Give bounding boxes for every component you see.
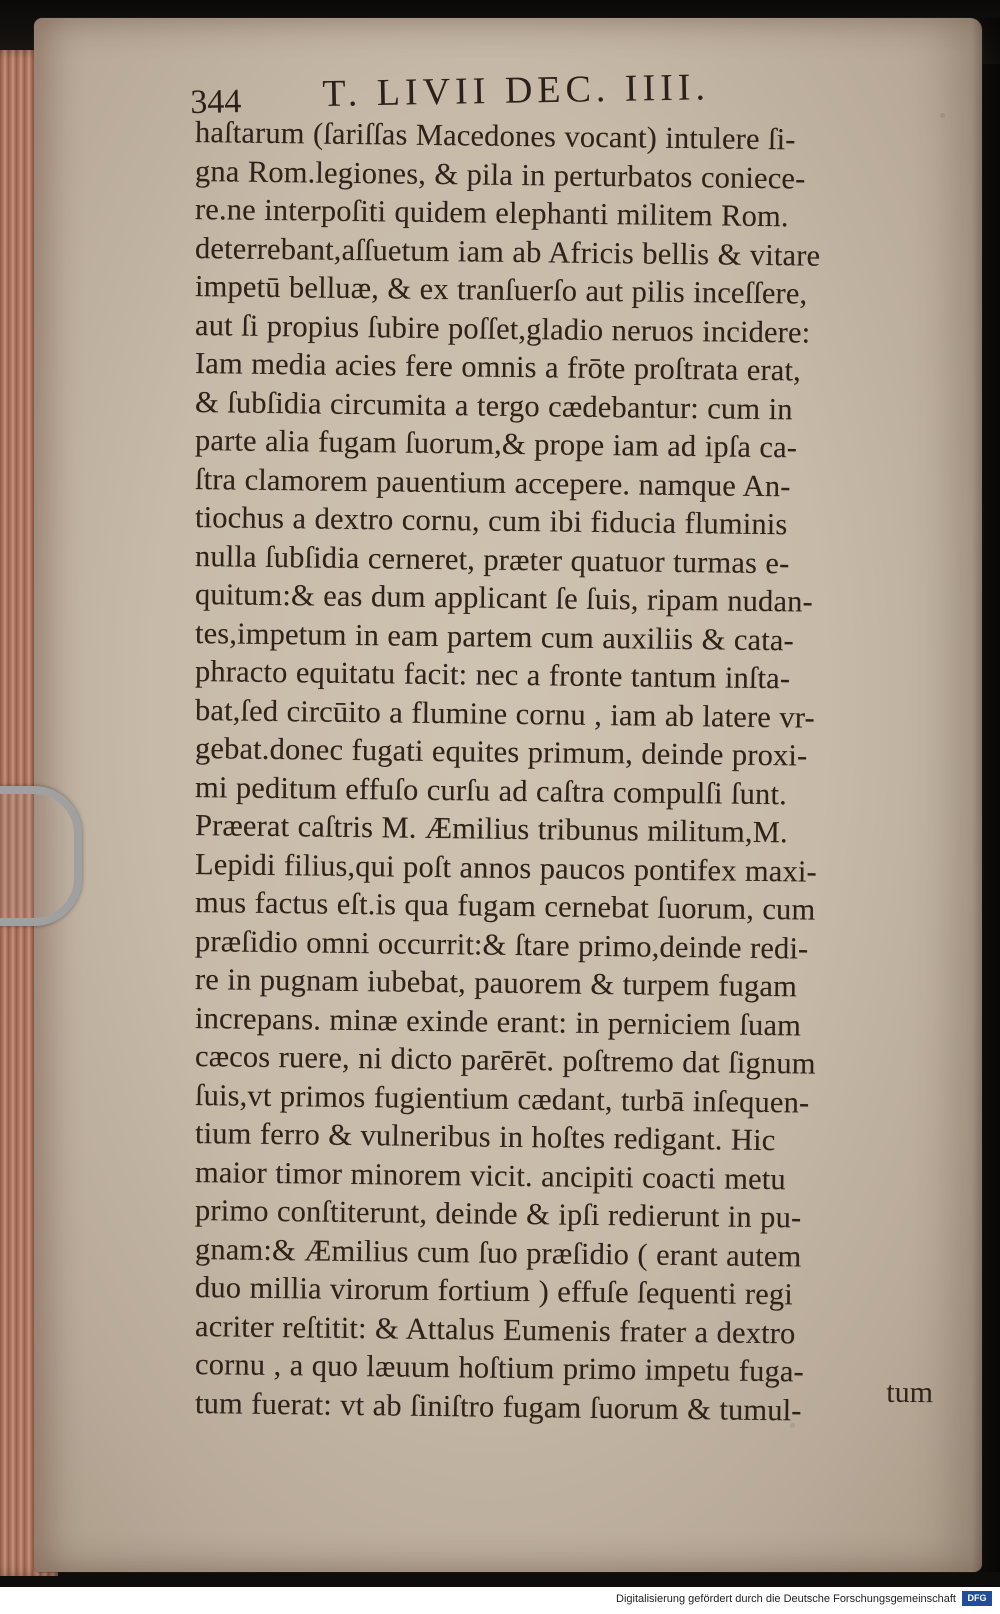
text-line: haſtarum (ſariſſas Macedones vocant) intulere ſi- xyxy=(194,115,796,157)
text-line: nulla ſubſidia cerneret, præter quatuor turmas e- xyxy=(194,538,790,580)
text-line: mus factus eſt.is qua fugam cernebat ſuorum, cum xyxy=(194,885,816,927)
text-line: re.ne interpoſiti quidem elephanti militem Rom. xyxy=(194,192,789,234)
right-gutter-shadow xyxy=(972,18,1000,1572)
text-line: bat,ſed circūito a flumine cornu , iam ab latere vr- xyxy=(194,692,815,735)
text-line: & ſubſidia circumita a tergo cædebantur: cum in xyxy=(194,384,793,426)
dfg-logo: DFG xyxy=(962,1591,992,1606)
text-line: deterrebant,aſſuetum iam ab Africis bellis & vitare xyxy=(194,230,821,273)
text-line: primo conſtiterunt, deinde & ipſi redierunt in pu- xyxy=(194,1193,802,1235)
text-line: mi peditum effuſo curſu ad caſtra compulſi ſunt. xyxy=(194,769,788,811)
digitization-credit: Digitalisierung gefördert durch die Deutsche Forschungsgemeinschaft xyxy=(616,1593,956,1605)
text-line: aut ſi propius ſubire poſſet,gladio neruos incidere: xyxy=(194,307,811,350)
text-line: tes,impetum in eam partem cum auxiliis & cata- xyxy=(194,615,795,657)
text-line: Iam media acies fere omnis a frōte proſtrata erat, xyxy=(194,346,802,388)
catchword: tum xyxy=(886,1375,934,1410)
text-line: duo millia virorum fortium ) effuſe ſequenti regi xyxy=(194,1270,794,1312)
text-line: Præerat caſtris M. Æmilius tribunus militum,M. xyxy=(194,808,788,850)
running-title: T. LIVII DEC. IIII. xyxy=(322,66,711,115)
text-line: phracto equitatu facit: nec a fronte tantum inſta- xyxy=(194,654,791,696)
text-line: maior timor minorem vicit. ancipiti coacti metu xyxy=(194,1154,787,1196)
paper-speck xyxy=(790,1423,795,1428)
text-line: parte alia fugam ſuorum,& prope iam ad ipſa ca- xyxy=(194,423,798,465)
text-line: tiochus a dextro cornu, cum ibi fiducia fluminis xyxy=(194,500,788,542)
text-line: cæcos ruere, ni dicto parērēt. poſtremo dat ſignum xyxy=(194,1039,816,1081)
paper-speck xyxy=(430,1400,434,1404)
text-line: tum fuerat: vt ab ſiniſtro fugam ſuorum & tumul- xyxy=(194,1385,802,1427)
text-line: acriter reſtitit: & Attalus Eumenis frater a dextro xyxy=(194,1308,796,1350)
body-text xyxy=(195,114,937,1444)
text-line: Lepidi filius,qui poſt annos paucos pontifex maxi- xyxy=(194,846,818,889)
book-clip xyxy=(0,786,82,926)
text-line: quitum:& eas dum applicant ſe ſuis, ripam nudan- xyxy=(194,577,814,619)
text-line: ſuis,vt primos fugientium cædant, turbā inſequen- xyxy=(194,1077,810,1120)
page-number: 344 xyxy=(190,83,242,121)
text-line: gna Rom.legiones, & pila in perturbatos coniece- xyxy=(194,153,806,195)
text-line: præſidio omni occurrit:& ſtare primo,deinde redi- xyxy=(194,923,809,965)
text-line: cornu , a quo læuum hoſtium primo impetu fuga- xyxy=(194,1347,805,1389)
text-line: impetū belluæ, & ex tranſuerſo aut pilis inceſſere, xyxy=(194,269,808,311)
text-line: gebat.donec fugati equites primum, deinde proxi- xyxy=(194,731,808,773)
text-line: tium ferro & vulneribus in hoſtes redigant. Hic xyxy=(194,1116,776,1158)
text-line: re in pugnam iubebat, pauorem & turpem fugam xyxy=(194,962,798,1004)
paper-speck xyxy=(940,113,945,118)
text-line: gnam:& Æmilius cum ſuo præſidio ( erant autem xyxy=(194,1231,802,1273)
text-line: increpans. minæ exinde erant: in perniciem ſuam xyxy=(194,1000,802,1042)
text-line: ſtra clamorem pauentium accepere. namque An- xyxy=(194,461,791,503)
